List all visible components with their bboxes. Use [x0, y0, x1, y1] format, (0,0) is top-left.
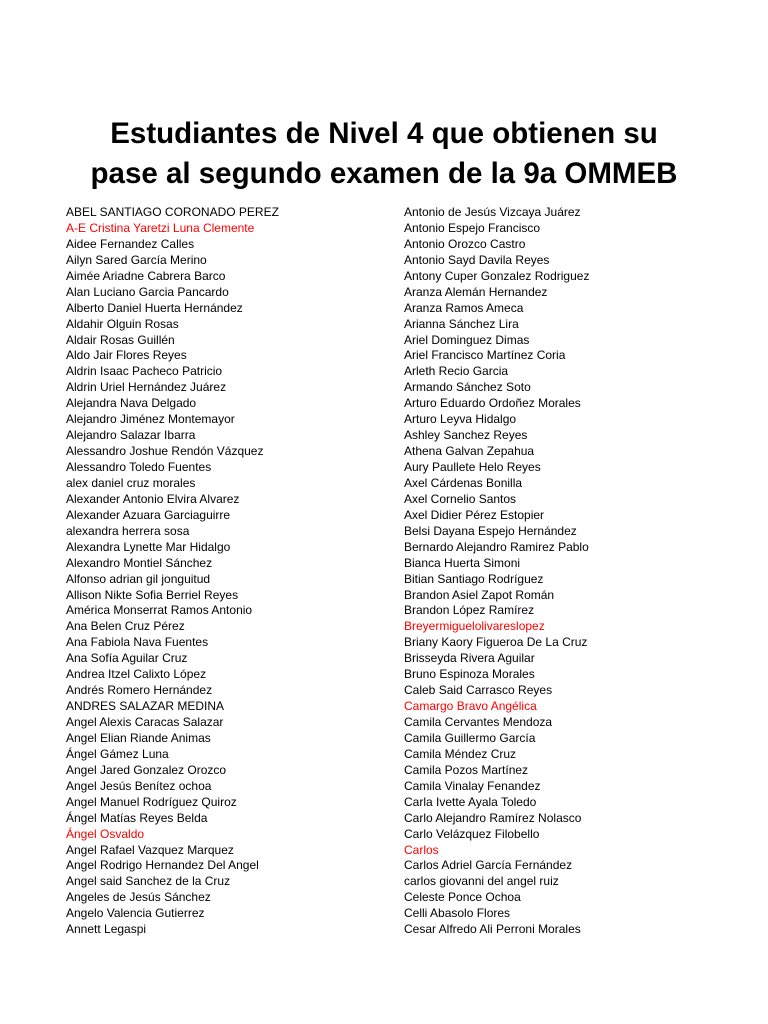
student-name: Camila Pozos Martínez [404, 762, 529, 777]
student-name: Alejandra Nava Delgado [66, 396, 197, 411]
student-name: Alessandro Toledo Fuentes [66, 460, 212, 474]
student-name: Breyermiguelolivareslopez [404, 619, 545, 634]
student-name: Arturo Leyva Hidalgo [404, 412, 517, 427]
student-name: Bianca Huerta Simoni [404, 555, 521, 570]
student-name: Camila Vinalay Fenandez [404, 778, 541, 793]
student-name: Athena Galvan Zepahua [404, 444, 535, 459]
student-name: Andrés Romero Hernández [66, 683, 213, 698]
student-name: Aldair Rosas Guillén [66, 332, 175, 347]
student-name: Angel Jesús Benítez ochoa [66, 778, 212, 793]
student-name: Ángel Gámez Luna [66, 746, 169, 761]
student-name: Allison Nikte Sofia Berriel Reyes [66, 587, 239, 602]
student-name: alex daniel cruz morales [66, 475, 196, 490]
student-name: Angelo Valencia Gutierrez [66, 906, 205, 921]
student-name: Alessandro Joshue Rendón Vázquez [66, 444, 264, 459]
student-name: Celeste Ponce Ochoa [404, 890, 521, 905]
student-name: Aldahir Olguin Rosas [66, 316, 179, 331]
student-name: Camargo Bravo Angélica [404, 699, 537, 714]
student-name: Carla Ivette Ayala Toledo [404, 794, 537, 809]
title-line-1: Estudiantes de Nivel 4 que obtienen su [110, 117, 658, 150]
title-line-2: pase al segundo examen de la 9a OMMEB [90, 157, 678, 190]
student-name: Antonio Espejo Francisco [404, 220, 541, 235]
student-name: Aimée Ariadne Cabrera Barco [66, 268, 226, 283]
student-name: Bernardo Alejandro Ramirez Pablo [404, 539, 589, 554]
student-name: Axel Cárdenas Bonilla [404, 475, 523, 490]
student-name: América Monserrat Ramos Antonio [66, 603, 253, 618]
student-name: Aldrin Uriel Hernández Juárez [66, 380, 227, 395]
student-name: Antonio Sayd Davila Reyes [404, 252, 550, 267]
student-name: Axel Didier Pérez Estopier [404, 507, 545, 522]
student-name: Aranza Alemán Hernandez [404, 284, 548, 299]
student-name: Camila Cervantes Mendoza [404, 715, 553, 729]
student-name: Andrea Itzel Calixto López [66, 667, 207, 682]
student-name: Angel said Sanchez de la Cruz [66, 874, 231, 889]
student-name: Angel Elian Riande Animas [66, 730, 211, 745]
student-name: Belsi Dayana Espejo Hernández [404, 523, 577, 538]
student-name: Antony Cuper Gonzalez Rodriguez [404, 268, 590, 283]
student-name: Ariel Dominguez Dimas [404, 332, 530, 347]
student-name: Cesar Alfredo Ali Perroni Morales [404, 922, 581, 937]
student-name: Alberto Daniel Huerta Hernández [66, 300, 243, 315]
student-name: Aldo Jair Flores Reyes [66, 348, 187, 363]
student-name: carlos giovanni del angel ruiz [404, 874, 559, 889]
student-name: Antonio de Jesús Vizcaya Juárez [404, 205, 581, 219]
student-name: Camila Méndez Cruz [404, 746, 517, 761]
student-name: Ana Fabiola Nava Fuentes [66, 635, 209, 650]
student-name: Annett Legaspi [66, 922, 147, 937]
student-name: Alan Luciano Garcia Pancardo [66, 284, 229, 299]
student-list-left-column [66, 205, 386, 938]
student-name: Caleb Said Carrasco Reyes [404, 683, 553, 698]
student-name: Ana Belen Cruz Pérez [66, 619, 185, 634]
student-name: Alfonso adrian gil jonguitud [66, 571, 211, 586]
page-title [0, 114, 768, 194]
student-name: alexandra herrera sosa [66, 523, 190, 538]
student-name: Antonio Orozco Castro [404, 236, 526, 251]
student-name: Alejandro Salazar Ibarra [66, 428, 196, 443]
student-name: Brisseyda Rivera Aguilar [404, 651, 535, 666]
student-name: Camila Guillermo García [404, 730, 536, 745]
student-name: Angeles de Jesús Sánchez [66, 890, 211, 905]
student-name: Alejandro Jiménez Montemayor [66, 412, 235, 427]
student-name: Carlo Velázquez Filobello [404, 826, 540, 841]
student-name: Alexander Antonio Elvira Alvarez [66, 491, 240, 506]
student-name: ANDRES SALAZAR MEDINA [66, 699, 225, 714]
student-name: Ana Sofía Aguilar Cruz [66, 651, 188, 666]
student-name: Carlos [404, 842, 439, 857]
student-name: Carlos Adriel García Fernández [404, 858, 573, 873]
student-name: Arianna Sánchez Lira [404, 316, 519, 331]
student-name: Alexandro Montiel Sánchez [66, 555, 213, 570]
student-name: Ashley Sanchez Reyes [404, 428, 528, 443]
student-name: Brandon Asiel Zapot Román [404, 587, 555, 602]
student-name: Ariel Francisco Martínez Coria [404, 348, 566, 363]
student-name: Briany Kaory Figueroa De La Cruz [404, 635, 588, 650]
student-name: ABEL SANTIAGO CORONADO PEREZ [66, 205, 279, 219]
student-name: Angel Jared Gonzalez Orozco [66, 762, 227, 777]
student-name: Alexandra Lynette Mar Hidalgo [66, 539, 231, 554]
student-name: Aranza Ramos Ameca [404, 300, 524, 315]
student-name: Ailyn Sared García Merino [66, 252, 207, 267]
student-name: Brandon López Ramírez [404, 603, 535, 618]
student-list-right-column [404, 205, 744, 938]
student-name: Bitian Santiago Rodríguez [404, 571, 544, 586]
student-name: Aldrin Isaac Pacheco Patricio [66, 364, 223, 379]
student-name: Arleth Recio Garcia [404, 364, 509, 379]
student-name: Carlo Alejandro Ramírez Nolasco [404, 810, 582, 825]
student-name: Ángel Matías Reyes Belda [66, 810, 208, 825]
student-name: Bruno Espinoza Morales [404, 667, 535, 682]
student-name: Angel Rafael Vazquez Marquez [66, 842, 234, 857]
student-name: Angel Alexis Caracas Salazar [66, 715, 224, 729]
student-name: Ángel Osvaldo [66, 826, 145, 841]
student-name: Axel Cornelio Santos [404, 491, 517, 506]
student-name: Angel Manuel Rodríguez Quiroz [66, 794, 237, 809]
student-name: Angel Rodrigo Hernandez Del Angel [66, 858, 259, 873]
student-name: Alexander Azuara Garciaguirre [66, 507, 231, 522]
student-name: Celli Abasolo Flores [404, 906, 511, 921]
student-name: A-E Cristina Yaretzi Luna Clemente [66, 220, 255, 235]
student-name: Aidee Fernandez Calles [66, 236, 195, 251]
student-name: Armando Sánchez Soto [404, 380, 531, 395]
student-name: Aury Paullete Helo Reyes [404, 460, 541, 474]
student-name: Arturo Eduardo Ordoñez Morales [404, 396, 581, 411]
